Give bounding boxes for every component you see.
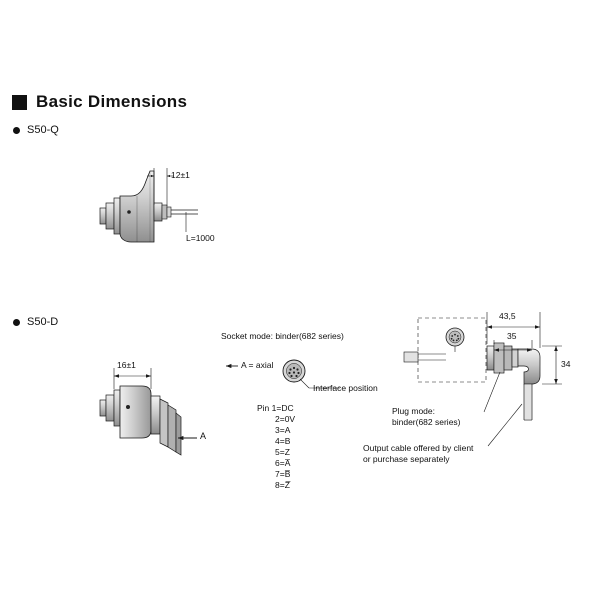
dimension-35 bbox=[494, 340, 532, 352]
interface-position-note: Interface position bbox=[313, 383, 378, 393]
pinout-row: 7=B̅ bbox=[275, 469, 291, 479]
page-title: Basic Dimensions bbox=[36, 92, 188, 111]
pinout-row: 5=Z bbox=[275, 447, 290, 457]
output-cable-note-line1: Output cable offered by client bbox=[363, 443, 474, 453]
dimension-label-12: 12±1 bbox=[171, 170, 190, 180]
encoder-body-top bbox=[100, 171, 198, 242]
section-arrow-label-a: A bbox=[200, 431, 207, 441]
dimension-label-35: 35 bbox=[507, 331, 517, 341]
model-label-text: S50-D bbox=[27, 316, 59, 328]
bullet-icon bbox=[13, 127, 20, 134]
model-label-text: S50-Q bbox=[27, 124, 59, 136]
cable-length-label: L=1000 bbox=[186, 233, 215, 243]
dimension-width-bottom bbox=[114, 368, 151, 389]
pinout-row: 8=Z̅ bbox=[275, 480, 290, 490]
bullet-icon bbox=[13, 319, 20, 326]
dimension-label-43-5: 43,5 bbox=[499, 311, 516, 321]
pinout-row: 2=0V bbox=[275, 414, 296, 424]
pinout-row: 3=A bbox=[275, 425, 291, 435]
plug-mode-note-line1: Plug mode: bbox=[392, 406, 435, 416]
pinout-row: 6=A̅ bbox=[275, 458, 291, 468]
pinout-title: Pin 1=DC bbox=[257, 403, 294, 413]
dimension-34 bbox=[542, 346, 562, 384]
model-label-s50q bbox=[13, 124, 59, 136]
dimension-thickness-top bbox=[147, 168, 174, 206]
model-label-s50d bbox=[13, 316, 58, 328]
pinout-row: 4=B bbox=[275, 436, 291, 446]
drawing-s50d-left bbox=[100, 368, 197, 455]
dimension-label-16: 16±1 bbox=[117, 360, 136, 370]
section-heading bbox=[12, 92, 187, 112]
output-cable-note-line2: or purchase separately bbox=[363, 454, 450, 464]
plug-mode-note-line2: binder(682 series) bbox=[392, 417, 461, 427]
dimension-label-34: 34 bbox=[561, 359, 571, 369]
socket-mode-note: Socket mode: binder(682 series) bbox=[221, 331, 344, 341]
axial-note: A = axial bbox=[241, 360, 274, 370]
section-marker-icon bbox=[12, 95, 27, 110]
